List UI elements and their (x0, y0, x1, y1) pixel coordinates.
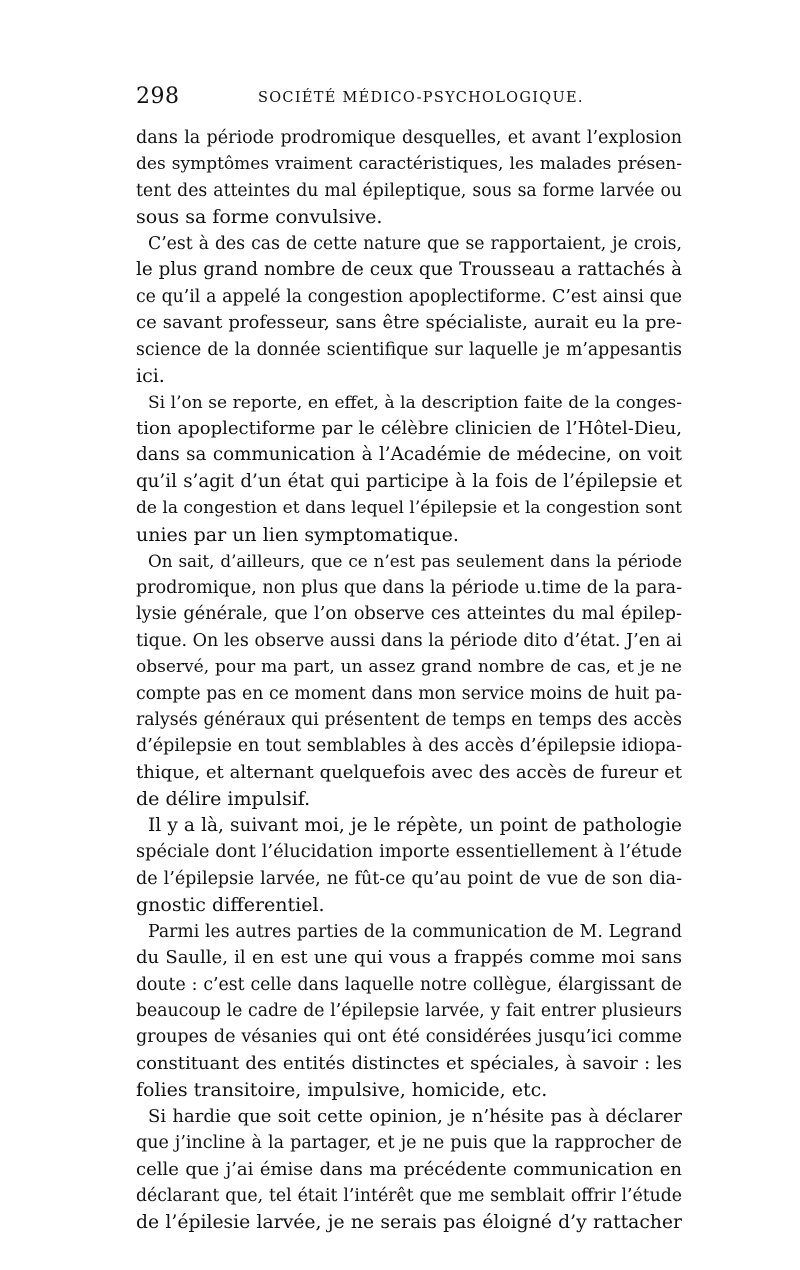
body-text (136, 125, 682, 1236)
text-line: gnostic differentiel. (136, 894, 325, 917)
text-line: ralysés généraux qui présentent de temps en temps des accès (136, 709, 682, 730)
text-line: constituant des entités distinctes et spéciales, à savoir : les (136, 1052, 682, 1074)
running-head: SOCIÉTÉ MÉDICO-PSYCHOLOGIQUE. (258, 90, 584, 106)
text-line: On sait, d’ailleurs, que ce n’est pas seulement dans la période (148, 551, 682, 572)
text-line: celle que j’ai émise dans ma précédente communication en (136, 1158, 682, 1180)
text-line: lysie générale, que l’on observe ces atteintes du mal épilep- (136, 604, 682, 625)
text-line: prodromique, non plus que dans la période u.time de la para- (136, 577, 682, 598)
text-line: beaucoup le cadre de l’épilepsie larvée, y fait entrer plusieurs (136, 1000, 682, 1021)
text-line: groupes de vésanies qui ont été considérées jusqu’ici comme (136, 1027, 682, 1048)
text-line: des symptômes vraiment caractéristiques, les malades présen- (136, 154, 682, 175)
text-line: ici. (136, 365, 165, 388)
text-line: Si l’on se reporte, en effet, à la description faite de la conges- (148, 392, 682, 413)
text-line: folies transitoire, impulsive, homicide, etc. (136, 1079, 548, 1102)
text-line: doute : c’est celle dans laquelle notre collègue, élargissant de (136, 974, 682, 995)
text-line: dans sa communication à l’Académie de médecine, on voit (136, 444, 682, 466)
text-line: tique. On les observe aussi dans la période dito d’état. J’en ai (136, 630, 682, 651)
text-line: compte pas en ce moment dans mon service moins de huit pa- (136, 683, 682, 704)
text-line: dans la période prodromique desquelles, et avant l’explosion (136, 128, 682, 148)
text-line: de délire impulsif. (136, 788, 311, 811)
text-line: sous sa forme convulsive. (136, 206, 383, 229)
text-line: Parmi les autres parties de la communication de M. Legrand (148, 921, 682, 942)
page-header (136, 84, 682, 116)
text-line: Il y a là, suivant moi, je le répète, un point de pathologie (148, 814, 682, 836)
text-line: unies par un lien symptomatique. (136, 523, 459, 546)
text-line: C’est à des cas de cette nature que se rapportaient, je crois, (148, 233, 682, 254)
page-number: 298 (136, 84, 180, 109)
text-line: que j’incline à la partager, et je ne puis que la rapprocher de (136, 1133, 682, 1154)
text-line: d’épilepsie en tout semblables à des accès d’épilepsie idiopa- (136, 736, 682, 757)
text-line: tent des atteintes du mal épileptique, sous sa forme larvée ou (136, 180, 682, 201)
text-line: le plus grand nombre de ceux que Trousseau a rattachés à (136, 259, 682, 281)
text-line: spéciale dont l’élucidation importe essentiellement à l’étude (136, 842, 682, 863)
text-line: science de la donnée scientifique sur laquelle je m’appesantis (136, 339, 682, 360)
text-line: qu’il s’agit d’un état qui participe à la fois de l’épilepsie et (136, 470, 682, 492)
text-line: de la congestion et dans lequel l’épilepsie et la congestion sont (136, 498, 682, 519)
text-line: de l’épilepsie larvée, ne fût-ce qu’au point de vue de son dia- (136, 868, 682, 889)
text-line: de l’épilesie larvée, je ne serais pas éloigné d’y rattacher (136, 1211, 682, 1233)
text-line: thique, et alternant quelquefois avec des accès de fureur et (136, 761, 682, 783)
text-line: ce savant professeur, sans être spécialiste, aurait eu la pre- (136, 312, 682, 334)
text-line: du Saulle, il en est une qui vous a frappés comme moi sans (136, 947, 682, 969)
text-line: tion apoplectiforme par le célèbre clinicien de l’Hôtel-Dieu, (136, 417, 682, 439)
text-line: Si hardie que soit cette opinion, je n’hésite pas à déclarer (148, 1105, 682, 1127)
text-line: observé, pour ma part, un assez grand nombre de cas, et je ne (136, 657, 682, 678)
text-line: ce qu’il a appelé la congestion apoplectiforme. C’est ainsi que (136, 286, 682, 307)
text-line: déclarant que, tel était l’intérêt que me semblait offrir l’étude (136, 1186, 682, 1207)
